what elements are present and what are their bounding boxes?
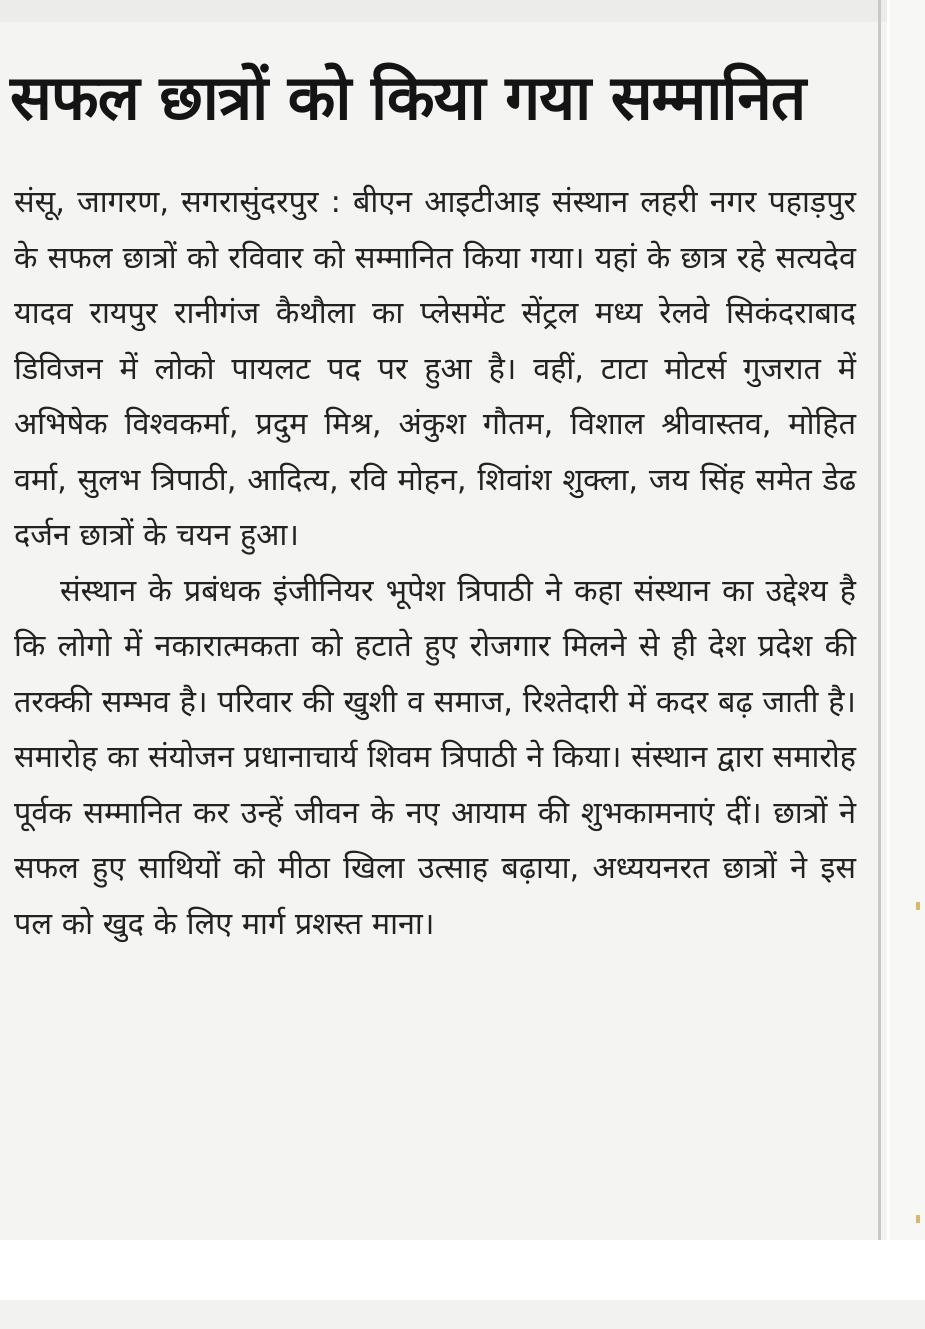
column-divider	[878, 0, 881, 1240]
adjacent-page-edge	[890, 0, 925, 1240]
clipping-top-edge	[0, 0, 887, 22]
article-headline: सफल छात्रों को किया गया सम्मानित	[10, 61, 806, 134]
article-paragraph: संस्थान के प्रबंधक इंजीनियर भूपेश त्रिपाठी ने कहा संस्थान का उद्देश्य है कि लोगो में नकारात्मकता को हटाते हुए रोजगार मिलने से ही देश प्रदेश की तरक्की सम्भव है। परिवार की खुशी व समाज, रिश्तेदारी में कदर बढ़ जाती है। समारोह का संयोजन प्रधानाचार्य शिवम त्रिपाठी ने किया। संस्थान द्वारा समारोह पूर्वक सम्मानित कर उन्हें जीवन के नए आयाम की शुभकामनाएं दीं। छात्रों ने सफल हुए साथियों को मीठा खिला उत्साह बढ़ाया, अध्ययनरत छात्रों ने इस पल को खुद के लिए मार्ग प्रशस्त माना।	[14, 573, 856, 942]
adjacent-page-mark	[916, 902, 920, 910]
article-body	[14, 175, 856, 952]
adjacent-page-mark	[916, 1215, 920, 1223]
article-paragraph: संसू, जागरण, सगरासुंदरपुर : बीएन आइटीआइ संस्थान लहरी नगर पहाड़पुर के सफल छात्रों को रविवार को सम्मानित किया गया। यहां के छात्र रहे सत्यदेव यादव रायपुर रानीगंज कैथौला का प्लेसमेंट सेंट्रल मध्य रेलवे सिकंदराबाद डिविजन में लोको पायलट पद पर हुआ है। वहीं, टाटा मोटर्स गुजरात में अभिषेक विश्वकर्मा, प्रदुम मिश्र, अंकुश गौतम, विशाल श्रीवास्तव, मोहित वर्मा, सुलभ त्रिपाठी, आदित्य, रवि मोहन, शिवांश शुक्ला, जय सिंह समेत डेढ दर्जन छात्रों के चयन हुआ।	[14, 185, 856, 553]
image-bottom-band	[0, 1300, 925, 1329]
